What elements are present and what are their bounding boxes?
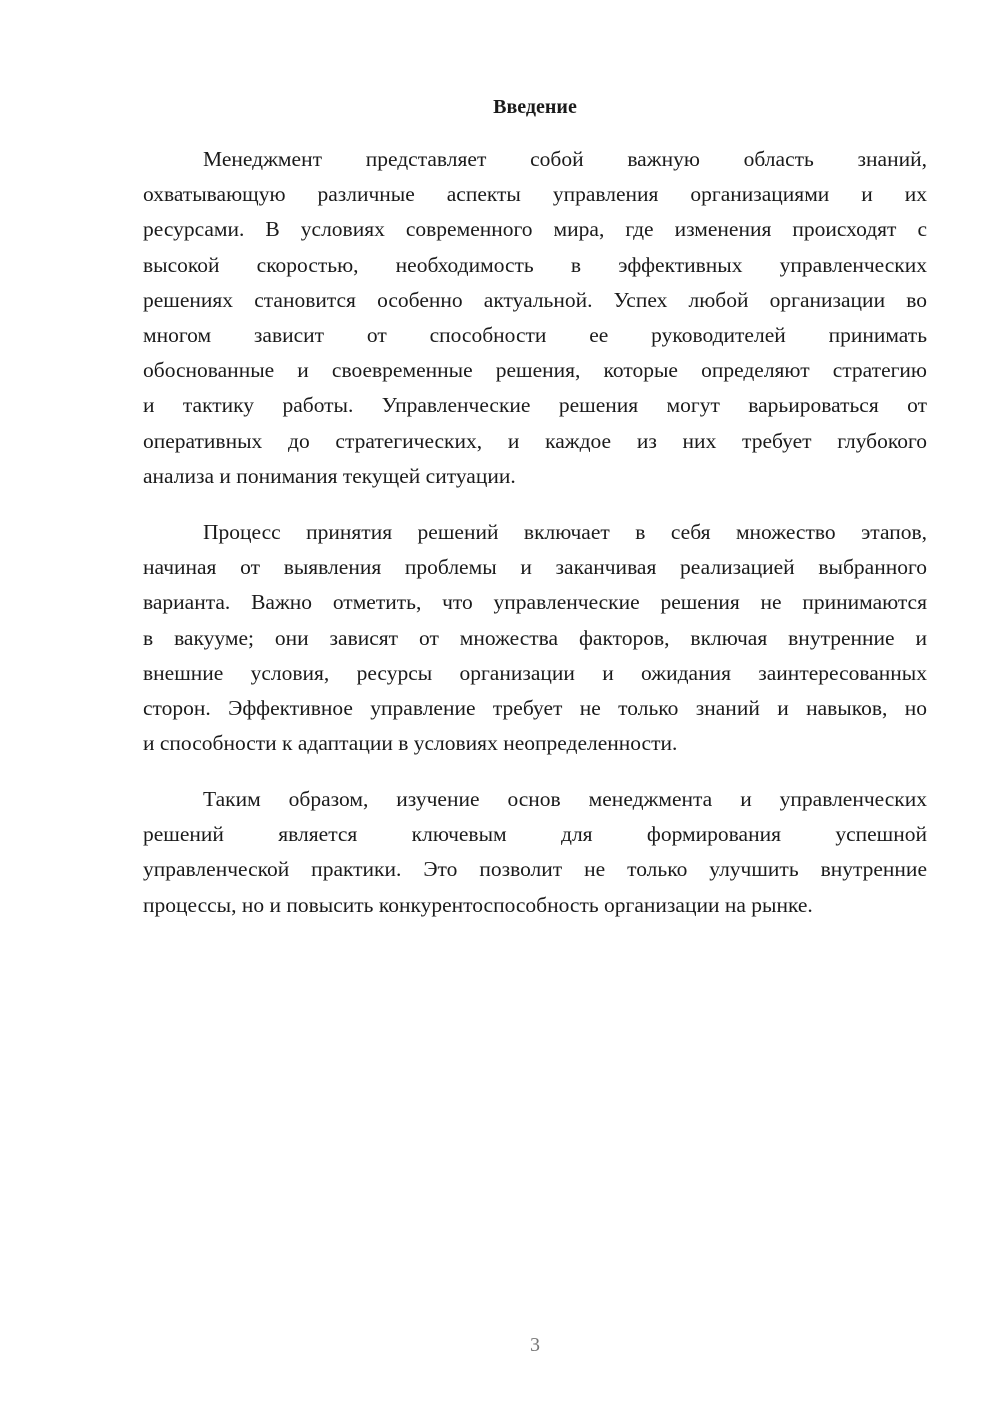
text-line: оперативных до стратегических, и каждое из них требует глубокого xyxy=(143,428,927,453)
paragraph-1 xyxy=(143,142,927,494)
text-line: решениях становится особенно актуальной. Успех любой организации во xyxy=(143,287,927,312)
text-line: варианта. Важно отметить, что управленческие решения не принимаются xyxy=(143,590,927,615)
text-line: внешние условия, ресурсы организации и ожидания заинтересованных xyxy=(143,660,927,685)
page-number: 3 xyxy=(530,1334,540,1356)
text-line: ресурсами. В условиях современного мира, где изменения происходят с xyxy=(143,217,927,242)
text-line: управленческой практики. Это позволит не только улучшить внутренние xyxy=(143,857,927,882)
text-line: Процесс принятия решений включает в себя множество этапов, xyxy=(203,520,927,544)
text-line: обоснованные и своевременные решения, которые определяют стратегию xyxy=(143,358,927,383)
text-line: процессы, но и повысить конкурентоспособность организации на рынке. xyxy=(143,892,813,917)
text-line: начиная от выявления проблемы и заканчивая реализацией выбранного xyxy=(143,555,927,580)
text-line: охватывающую различные аспекты управления организациями и их xyxy=(143,182,927,207)
text-line: Менеджмент представляет собой важную область знаний, xyxy=(203,147,927,171)
text-line: в вакууме; они зависят от множества факторов, включая внутренние и xyxy=(143,625,927,650)
text-line: и тактику работы. Управленческие решения могут варьироваться от xyxy=(143,393,927,418)
text-line: высокой скоростью, необходимость в эффективных управленческих xyxy=(143,252,927,277)
text-line: сторон. Эффективное управление требует не только знаний и навыков, но xyxy=(143,695,927,720)
paragraph-3 xyxy=(143,782,927,923)
paragraph-2 xyxy=(143,515,927,761)
text-line: решений является ключевым для формирования успешной xyxy=(143,822,927,847)
text-line: многом зависит от способности ее руководителей принимать xyxy=(143,322,927,347)
text-line: Таким образом, изучение основ менеджмента и управленческих xyxy=(203,787,927,811)
page-title: Введение xyxy=(493,96,577,118)
text-line: анализа и понимания текущей ситуации. xyxy=(143,463,516,488)
text-line: и способности к адаптации в условиях неопределенности. xyxy=(143,731,678,756)
